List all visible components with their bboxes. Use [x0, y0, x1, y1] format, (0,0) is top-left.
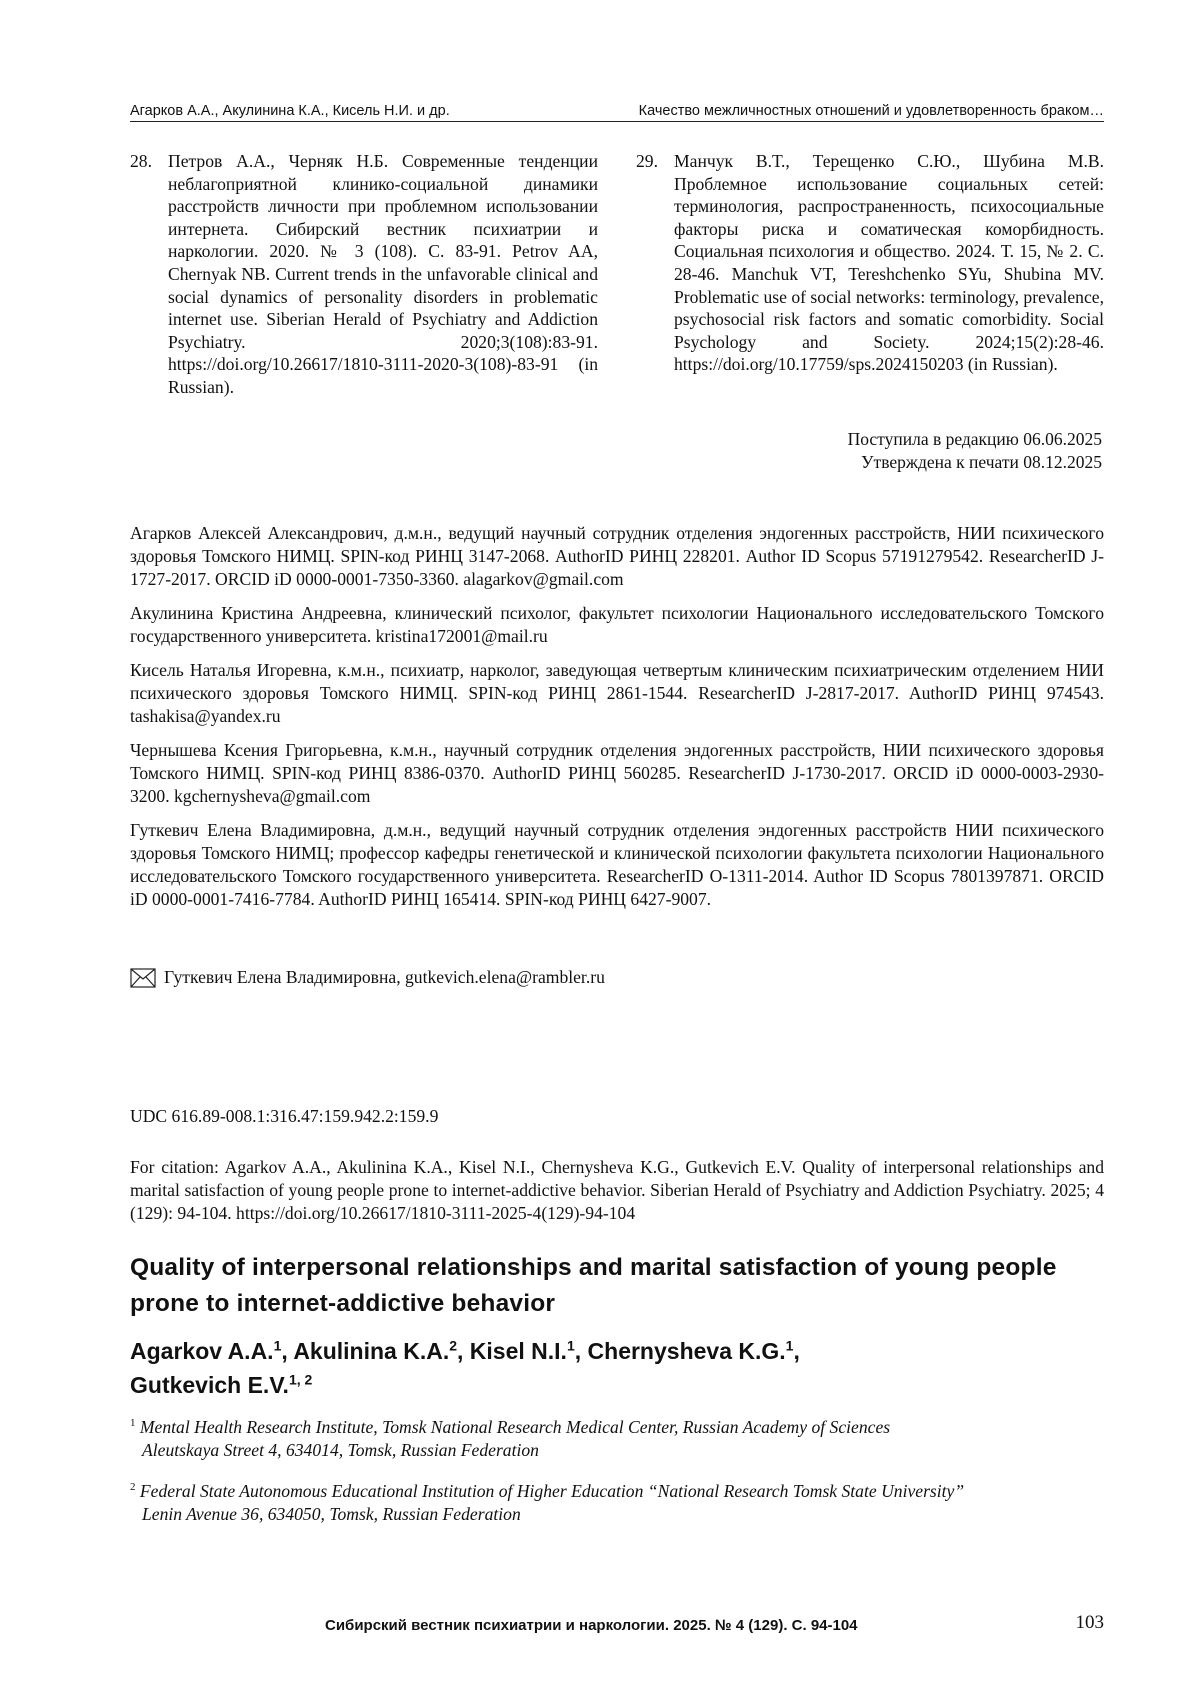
approved-date: Утверждена к печати 08.12.2025: [861, 452, 1102, 472]
author-info: Гуткевич Елена Владимировна, д.м.н., ведущий научный сотрудник отделения эндогенных расстройств НИИ психического здоровья Томского НИМЦ; профессор кафедры генетической и клинической психологии факультета психологии Национального исследовательского Томского государственного университета. ResearcherID O-1311-2014. Author ID Scopus 7801397871. ORCID iD 0000-0001-7416-7784. AuthorID РИНЦ 165414. SPIN-код РИНЦ 6427-9007.: [130, 820, 1104, 909]
affiliation: [130, 1412, 1104, 1462]
reference-text: Манчук В.Т., Терещенко С.Ю., Шубина М.В. Проблемное использование социальных сетей: терминология, распространенность, психосоциальные факторы риска и соматическая коморбидность. Социальная психология и общество. 2024. Т. 15, № 2. С. 28-46. Manchuk VT, Tereshchenko SYu, Shubina MV. Problematic use of social networks: terminology, prevalence, psychosocial risk factors and somatic comorbidity. Social Psychology and Society. 2024;15(2):28-46. https://doi.org/10.17759/sps.2024150203 (in Russian).: [674, 151, 1104, 375]
reference-number: 29.: [636, 151, 658, 171]
page-footer: [130, 1612, 1104, 1634]
affiliation-number: 1: [130, 1417, 136, 1429]
author-name: Kisel N.I.: [469, 1338, 567, 1364]
affiliation-institution: Federal State Autonomous Educational Institution of Higher Education “National Research Tomsk State University”: [139, 1480, 965, 1501]
author-affiliation-mark: 1: [785, 1337, 794, 1354]
reference-number: 28.: [130, 151, 152, 171]
running-header-authors: Агарков А.А., Акулинина К.А., Кисель Н.И. и др.: [130, 103, 450, 119]
reference-list: [130, 150, 1104, 399]
reference-item: [130, 150, 598, 399]
author-info: Агарков Алексей Александрович, д.м.н., ведущий научный сотрудник отделения эндогенных расстройств, НИИ психического здоровья Томского НИМЦ. SPIN-код РИНЦ 3147-2068. AuthorID РИНЦ 228201. Author ID Scopus 57191279542. ResearcherID J-1727-2017. ORCID iD 0000-0001-7350-3360. alagarkov@gmail.com: [130, 523, 1104, 589]
author-name: Gutkevich E.V.: [130, 1372, 289, 1398]
affiliation-number: 2: [130, 1480, 136, 1493]
running-header: [130, 103, 1104, 122]
correspondence-author: Гуткевич Елена Владимировна, gutkevich.elena@rambler.ru: [164, 967, 605, 987]
affiliation-address: Lenin Avenue 36, 634050, Tomsk, Russian Federation: [142, 1503, 521, 1524]
author-name: Chernysheva K.G.: [587, 1338, 786, 1364]
udc-code: UDC 616.89-008.1:316.47:159.942.2:159.9: [130, 1106, 439, 1126]
author-info-section: [130, 522, 1104, 922]
author-info: Акулинина Кристина Андреевна, клинический психолог, факультет психологии Национального исследовательского Томского государственного университета. kristina172001@mail.ru: [130, 603, 1104, 646]
author-info: Кисель Наталья Игоревна, к.м.н., психиатр, нарколог, заведующая четвертым клиническим психиатрическим отделением НИИ психического здоровья Томского НИМЦ. SPIN-код РИНЦ 2861-1544. ResearcherID J-2817-2017. AuthorID РИНЦ 974543. tashakisa@yandex.ru: [130, 660, 1104, 726]
submission-dates: [848, 428, 1102, 474]
affiliation: [130, 1476, 1104, 1526]
author-affiliation-mark: 2: [449, 1337, 458, 1354]
author-name: Agarkov A.A.: [130, 1338, 274, 1364]
article-title: Quality of interpersonal relationships and marital satisfaction of young people prone to internet-addictive behavior: [130, 1254, 1057, 1317]
affiliations: [130, 1412, 1104, 1540]
author-affiliation-mark: 1: [273, 1337, 282, 1354]
affiliation-address: Aleutskaya Street 4, 634014, Tomsk, Russian Federation: [142, 1439, 539, 1460]
author-affiliation-mark: 1: [566, 1337, 575, 1354]
page-number: 103: [1075, 1612, 1104, 1633]
reference-item: [636, 150, 1104, 399]
envelope-icon: [130, 968, 156, 988]
journal-reference: Сибирский вестник психиатрии и наркологии. 2025. № 4 (129). С. 94-104: [325, 1617, 858, 1634]
affiliation-institution: Mental Health Research Institute, Tomsk National Research Medical Center, Russian Academy of Sciences: [139, 1416, 891, 1437]
correspondence: [130, 967, 605, 988]
author-list: Agarkov A.A.$^1$, Akulinina K.A.$^2$, Kisel N.I.$^1$, Chernysheva K.G.$^1$, Gutkevich E.V.$^{1, 2}$: [130, 1337, 800, 1398]
running-header-title: Качество межличностных отношений и удовлетворенность браком…: [638, 103, 1104, 119]
citation: For citation: Agarkov A.A., Akulinina K.A., Kisel N.I., Chernysheva K.G., Gutkevich E.V. Quality of interpersonal relationships and marital satisfaction of young people prone to internet-addictive behavior. Siberian Herald of Psychiatry and Addiction Psychiatry. 2025; 4 (129): 94-104. https://doi.org/10.26617/1810-3111-2025-4(129)-94-104: [130, 1157, 1104, 1223]
author-name: Akulinina K.A.: [293, 1338, 450, 1364]
reference-text: Петров А.А., Черняк Н.Б. Современные тенденции неблагоприятной клинико-социальной динамики расстройств личности при проблемном использовании интернета. Сибирский вестник психиатрии и наркологии. 2020. № 3 (108). С. 83-91. Petrov AA, Chernyak NB. Current trends in the unfavorable clinical and social dynamics of personality disorders in problematic internet use. Siberian Herald of Psychiatry and Addiction Psychiatry. 2020;3(108):83-91. https://doi.org/10.26617/1810-3111-2020-3(108)-83-91 (in Russian).: [168, 151, 598, 397]
author-info: Чернышева Ксения Григорьевна, к.м.н., научный сотрудник отделения эндогенных расстройств, НИИ психического здоровья Томского НИМЦ. SPIN-код РИНЦ 8386-0370. AuthorID РИНЦ 560285. ResearcherID J-1730-2017. ORCID iD 0000-0003-2930-3200. kgchernysheva@gmail.com: [130, 740, 1104, 806]
received-date: Поступила в редакцию 06.06.2025: [847, 429, 1102, 449]
author-affiliation-mark: 1, 2: [288, 1371, 313, 1388]
